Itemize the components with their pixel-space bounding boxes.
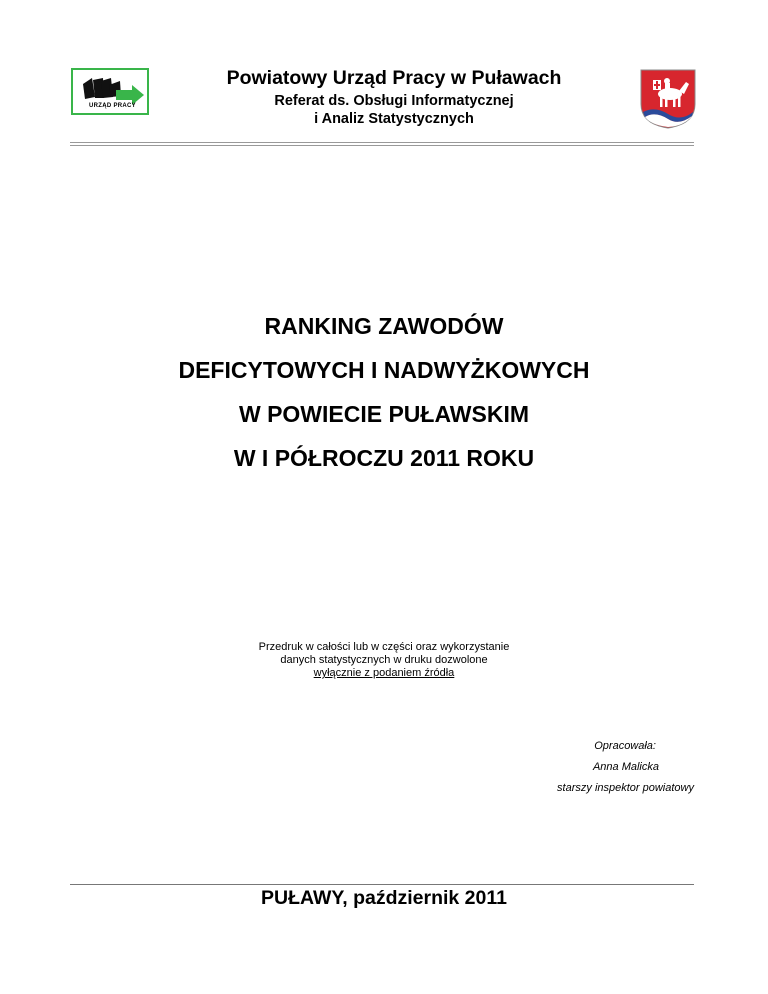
author-label: Opracowała: xyxy=(594,740,656,752)
footer-place-date: PUŁAWY, październik 2011 xyxy=(260,887,507,909)
footer-divider xyxy=(70,884,694,885)
department-line-2: i Analiz Statystycznych xyxy=(314,111,474,127)
title-line-1: RANKING ZAWODÓW xyxy=(264,313,504,339)
crest-shield-icon xyxy=(639,68,697,130)
department-line-1: Referat ds. Obsługi Informatycznej xyxy=(274,93,514,109)
title-line-2: DEFICYTOWYCH I NADWYŻKOWYCH xyxy=(178,357,590,383)
logo-label: URZĄD PRACY xyxy=(89,103,136,109)
header-divider-secondary xyxy=(70,145,694,146)
office-name: Powiatowy Urząd Pracy w Puławach xyxy=(226,67,562,89)
notice-line-1: Przedruk w całości lub w części oraz wykorzystanie xyxy=(258,641,510,653)
title-line-4: W I PÓŁROCZU 2011 ROKU xyxy=(233,445,535,471)
notice-line-3: wyłącznie z podaniem źródła xyxy=(313,667,455,679)
header-divider xyxy=(70,142,694,143)
notice-line-2: danych statystycznych w druku dozwolone xyxy=(280,654,488,666)
author-name: Anna Malicka xyxy=(592,761,659,773)
county-crest xyxy=(639,68,697,130)
title-line-3: W POWIECIE PUŁAWSKIM xyxy=(238,401,530,427)
author-position: starszy inspektor powiatowy xyxy=(557,782,694,794)
urzad-pracy-logo xyxy=(71,68,149,115)
